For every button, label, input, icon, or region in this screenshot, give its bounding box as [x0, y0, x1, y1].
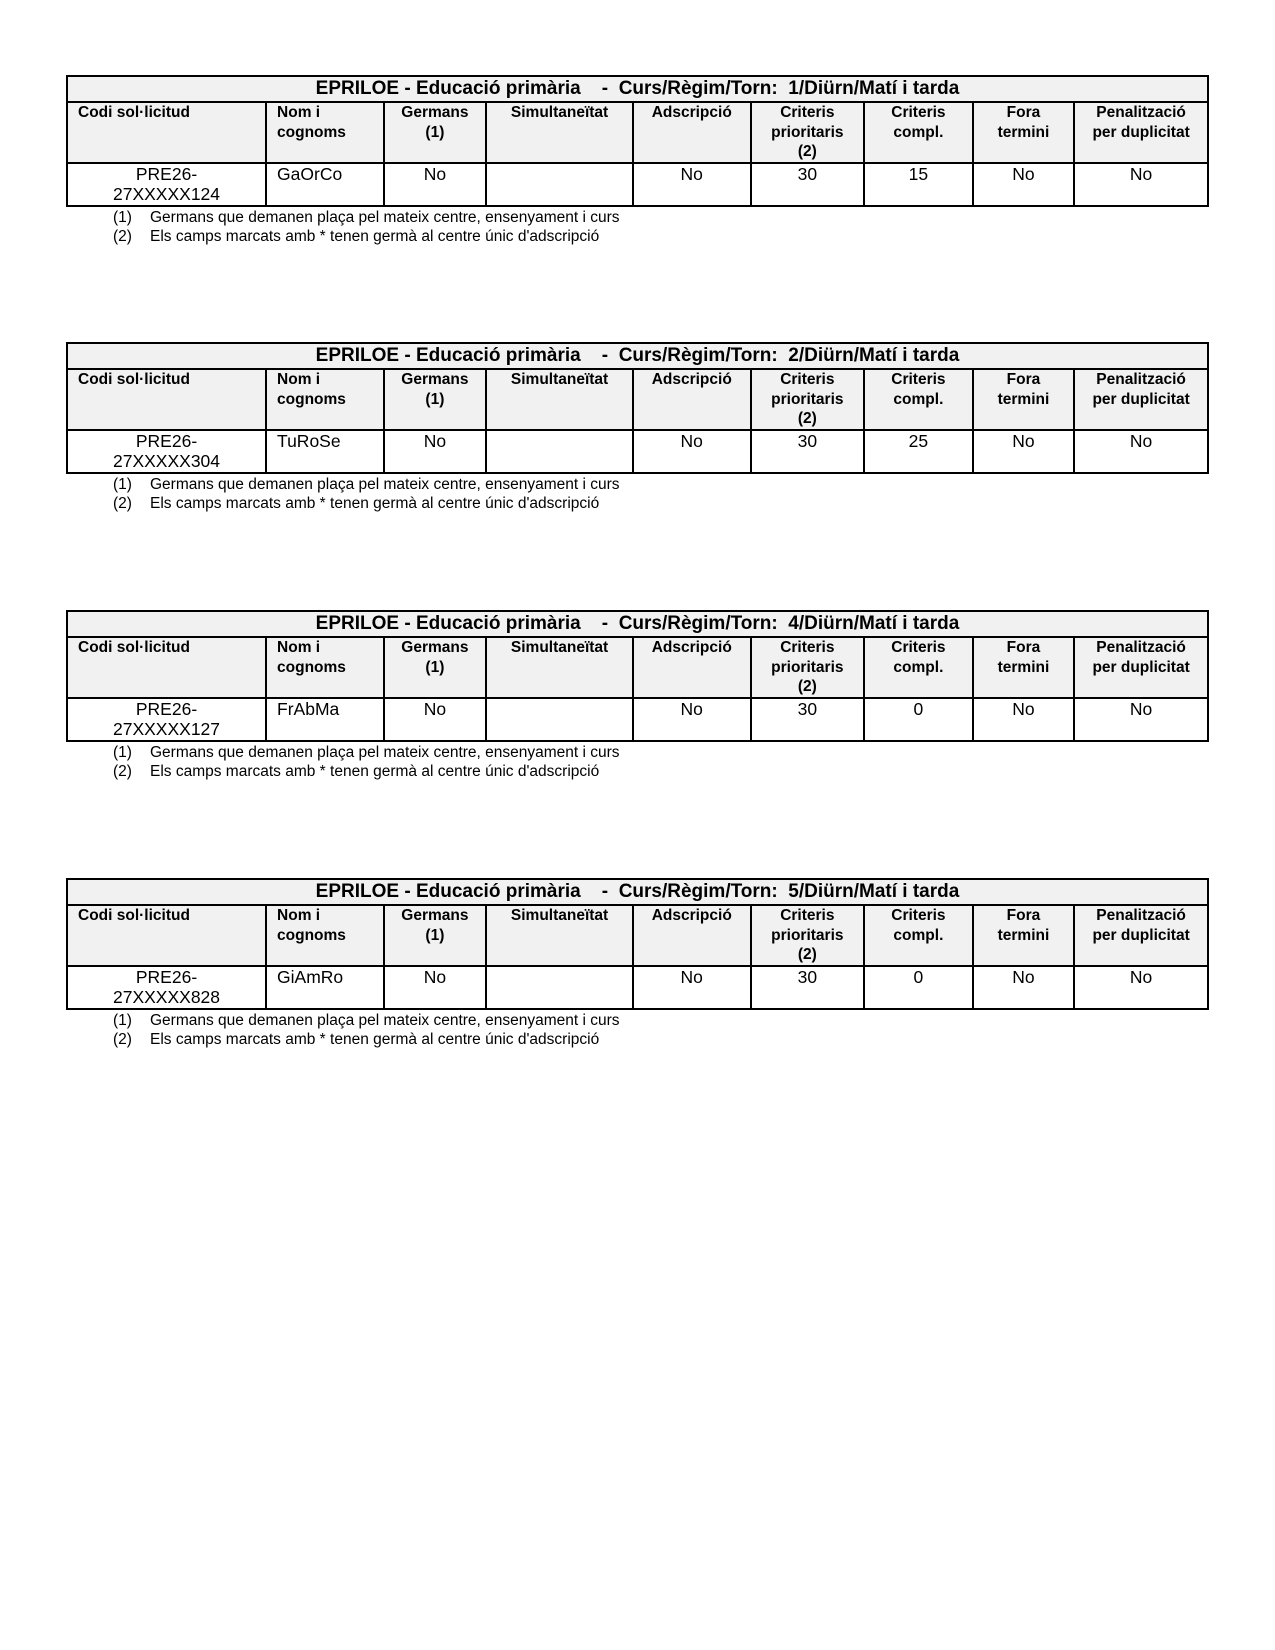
footnotes — [66, 1011, 1209, 1049]
footnotes — [66, 743, 1209, 781]
cell-adscripcio: No — [633, 698, 751, 741]
header-penalitzacio: Penalització per duplicitat — [1074, 369, 1208, 430]
header-prioritaris: Criteris prioritaris (2) — [751, 637, 865, 698]
footnotes — [66, 475, 1209, 513]
header-simultaneitat: Simultaneïtat — [486, 905, 633, 966]
cell-nom: GaOrCo — [266, 163, 384, 206]
header-codi: Codi sol·licitud — [67, 905, 266, 966]
header-penalitzacio: Penalització per duplicitat — [1074, 637, 1208, 698]
header-codi: Codi sol·licitud — [67, 369, 266, 430]
cell-germans: No — [384, 966, 487, 1009]
header-nom: Nom i cognoms — [266, 102, 384, 163]
header-penalitzacio: Penalització per duplicitat — [1074, 905, 1208, 966]
cell-penalitzacio: No — [1074, 430, 1208, 473]
header-germans: Germans (1) — [384, 637, 487, 698]
header-adscripcio: Adscripció — [633, 369, 751, 430]
cell-penalitzacio: No — [1074, 966, 1208, 1009]
request-table-block-1 — [66, 75, 1209, 246]
cell-prioritaris: 30 — [751, 430, 865, 473]
header-row — [67, 637, 1208, 698]
cell-fora-termini: No — [973, 163, 1075, 206]
cell-complementaris: 25 — [864, 430, 973, 473]
footnote: (1) Germans que demanen plaça pel mateix centre, ensenyament i curs — [113, 1011, 620, 1029]
cell-fora-termini: No — [973, 698, 1075, 741]
cell-adscripcio: No — [633, 966, 751, 1009]
header-adscripcio: Adscripció — [633, 637, 751, 698]
table-title: EPRILOE - Educació primària - Curs/Règim/Torn: 1/Diürn/Matí i tarda — [67, 76, 1208, 102]
request-table — [66, 878, 1209, 1010]
header-row — [67, 905, 1208, 966]
request-table — [66, 342, 1209, 474]
footnote: (1) Germans que demanen plaça pel mateix centre, ensenyament i curs — [113, 475, 620, 493]
header-simultaneitat: Simultaneïtat — [486, 369, 633, 430]
header-codi: Codi sol·licitud — [67, 637, 266, 698]
table-row — [67, 163, 1208, 206]
table-row — [67, 698, 1208, 741]
cell-adscripcio: No — [633, 163, 751, 206]
request-table-block-3 — [66, 610, 1209, 781]
cell-codi: PRE26- 27XXXXX124 — [67, 163, 266, 206]
header-fora-termini: Fora termini — [973, 369, 1075, 430]
cell-simultaneitat — [486, 163, 633, 206]
request-table — [66, 75, 1209, 207]
header-complementaris: Criteris compl. — [864, 637, 973, 698]
header-penalitzacio: Penalització per duplicitat — [1074, 102, 1208, 163]
header-complementaris: Criteris compl. — [864, 905, 973, 966]
cell-prioritaris: 30 — [751, 163, 865, 206]
header-fora-termini: Fora termini — [973, 905, 1075, 966]
table-title: EPRILOE - Educació primària - Curs/Règim/Torn: 5/Diürn/Matí i tarda — [67, 879, 1208, 905]
cell-simultaneitat — [486, 430, 633, 473]
header-germans: Germans (1) — [384, 102, 487, 163]
header-simultaneitat: Simultaneïtat — [486, 637, 633, 698]
header-prioritaris: Criteris prioritaris (2) — [751, 102, 865, 163]
cell-germans: No — [384, 163, 487, 206]
header-row — [67, 102, 1208, 163]
cell-codi: PRE26- 27XXXXX828 — [67, 966, 266, 1009]
table-row — [67, 966, 1208, 1009]
header-adscripcio: Adscripció — [633, 905, 751, 966]
footnote: (2) Els camps marcats amb * tenen germà al centre únic d'adscripció — [113, 762, 600, 780]
footnotes — [66, 208, 1209, 246]
footnote: (2) Els camps marcats amb * tenen germà al centre únic d'adscripció — [113, 494, 600, 512]
cell-germans: No — [384, 698, 487, 741]
footnote: (2) Els camps marcats amb * tenen germà al centre únic d'adscripció — [113, 227, 600, 245]
header-adscripcio: Adscripció — [633, 102, 751, 163]
cell-codi: PRE26- 27XXXXX304 — [67, 430, 266, 473]
request-table-block-2 — [66, 342, 1209, 513]
header-germans: Germans (1) — [384, 905, 487, 966]
header-fora-termini: Fora termini — [973, 102, 1075, 163]
table-row — [67, 430, 1208, 473]
cell-simultaneitat — [486, 698, 633, 741]
header-row — [67, 369, 1208, 430]
cell-penalitzacio: No — [1074, 163, 1208, 206]
request-table-block-4 — [66, 878, 1209, 1049]
cell-simultaneitat — [486, 966, 633, 1009]
header-nom: Nom i cognoms — [266, 369, 384, 430]
cell-prioritaris: 30 — [751, 966, 865, 1009]
header-prioritaris: Criteris prioritaris (2) — [751, 905, 865, 966]
cell-complementaris: 0 — [864, 698, 973, 741]
cell-codi: PRE26- 27XXXXX127 — [67, 698, 266, 741]
footnote: (1) Germans que demanen plaça pel mateix centre, ensenyament i curs — [113, 208, 620, 226]
cell-prioritaris: 30 — [751, 698, 865, 741]
header-complementaris: Criteris compl. — [864, 369, 973, 430]
cell-nom: FrAbMa — [266, 698, 384, 741]
cell-complementaris: 0 — [864, 966, 973, 1009]
header-nom: Nom i cognoms — [266, 637, 384, 698]
header-germans: Germans (1) — [384, 369, 487, 430]
header-complementaris: Criteris compl. — [864, 102, 973, 163]
footnote: (1) Germans que demanen plaça pel mateix centre, ensenyament i curs — [113, 743, 620, 761]
cell-penalitzacio: No — [1074, 698, 1208, 741]
cell-fora-termini: No — [973, 430, 1075, 473]
cell-nom: GiAmRo — [266, 966, 384, 1009]
cell-fora-termini: No — [973, 966, 1075, 1009]
table-title: EPRILOE - Educació primària - Curs/Règim/Torn: 4/Diürn/Matí i tarda — [67, 611, 1208, 637]
header-nom: Nom i cognoms — [266, 905, 384, 966]
header-simultaneitat: Simultaneïtat — [486, 102, 633, 163]
table-title: EPRILOE - Educació primària - Curs/Règim/Torn: 2/Diürn/Matí i tarda — [67, 343, 1208, 369]
header-prioritaris: Criteris prioritaris (2) — [751, 369, 865, 430]
cell-adscripcio: No — [633, 430, 751, 473]
footnote: (2) Els camps marcats amb * tenen germà al centre únic d'adscripció — [113, 1030, 600, 1048]
header-codi: Codi sol·licitud — [67, 102, 266, 163]
cell-complementaris: 15 — [864, 163, 973, 206]
cell-nom: TuRoSe — [266, 430, 384, 473]
cell-germans: No — [384, 430, 487, 473]
header-fora-termini: Fora termini — [973, 637, 1075, 698]
request-table — [66, 610, 1209, 742]
